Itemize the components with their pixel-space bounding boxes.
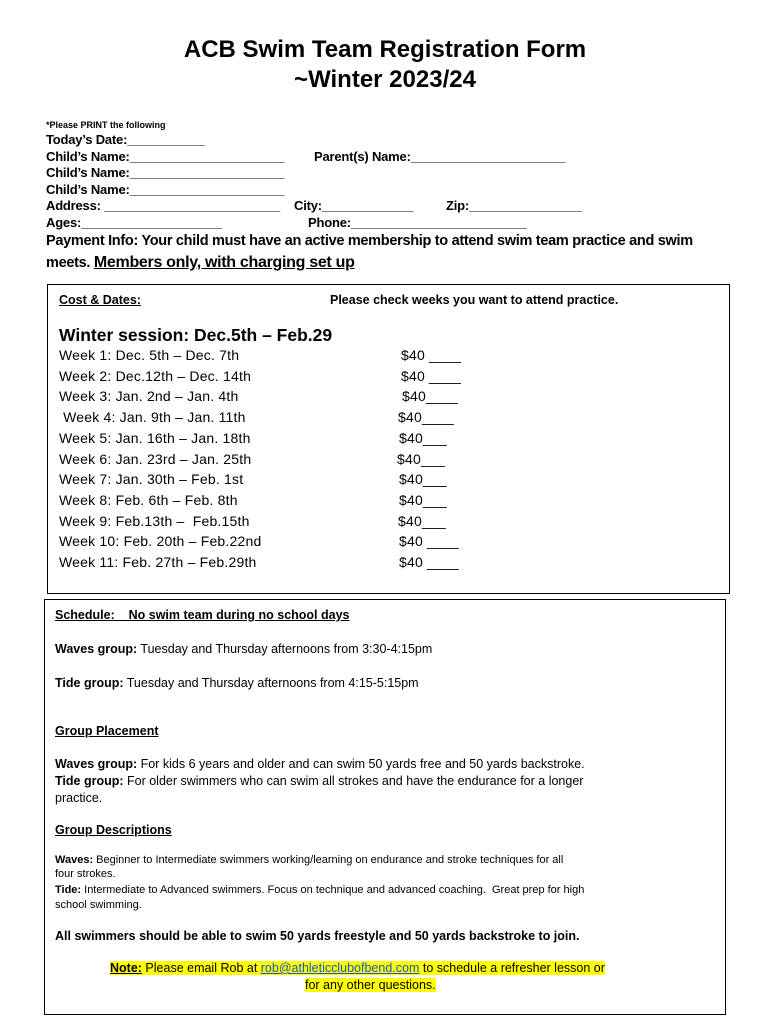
note-line-2 [305, 978, 436, 992]
child-name-field-2[interactable]: Child’s Name:______________________ [46, 165, 285, 180]
note-line [110, 961, 605, 975]
desc-tide-label: Tide: [55, 884, 82, 896]
week-price-checkbox[interactable]: $40 ____ [401, 367, 461, 384]
requirement-text: All swimmers should be able to swim 50 yards freestyle and 50 yards backstroke to join. [55, 929, 580, 943]
week-price-checkbox[interactable]: $40___ [399, 491, 447, 508]
city-field[interactable]: City:_____________ [294, 198, 414, 213]
email-link[interactable]: rob@athleticclubofbend.com [260, 961, 420, 975]
form-subtitle: ~Winter 2023/24 [294, 66, 476, 93]
tide-schedule-label: Tide group: [55, 676, 124, 690]
placement-waves-label: Waves group: [55, 757, 138, 771]
week-price-checkbox[interactable]: $40___ [399, 471, 447, 488]
payment-info [46, 231, 736, 274]
address-field[interactable]: Address: _________________________ [46, 198, 280, 213]
tide-schedule [55, 676, 419, 690]
placement-waves-text: For kids 6 years and older and can swim 50 yards free and 50 yards backstroke. [137, 757, 585, 771]
note-text: Please email Rob at [141, 961, 261, 975]
members-only-text: Members only, with charging set up [93, 254, 355, 271]
zip-field[interactable]: Zip:________________ [446, 198, 582, 213]
desc-waves-cont: four strokes. [55, 868, 116, 880]
desc-tide [55, 884, 584, 896]
week-label: Week 4: Jan. 9th – Jan. 11th [59, 409, 246, 426]
desc-waves-label: Waves: [55, 854, 94, 866]
week-label: Week 8: Feb. 6th – Feb. 8th [59, 491, 238, 508]
child-name-field-3[interactable]: Child’s Name:______________________ [46, 182, 285, 197]
child-name-field-1[interactable]: Child’s Name:______________________ [46, 149, 285, 164]
note-highlight [110, 961, 605, 975]
note-label: Note: [110, 961, 142, 975]
week-label: Week 7: Jan. 30th – Feb. 1st [59, 471, 244, 488]
cost-dates-box [47, 284, 730, 594]
phone-field[interactable]: Phone:_________________________ [308, 215, 527, 230]
desc-waves [55, 854, 563, 866]
note-text-2: to schedule a refresher lesson or [419, 961, 605, 975]
week-price-checkbox[interactable]: $40___ [399, 429, 447, 446]
waves-schedule-text: Tuesday and Thursday afternoons from 3:30-4:15pm [137, 642, 433, 656]
waves-schedule-label: Waves group: [55, 642, 138, 656]
week-label: Week 1: Dec. 5th – Dec. 7th [59, 347, 240, 363]
week-price-checkbox[interactable]: $40 ____ [399, 554, 459, 570]
week-label: Week 2: Dec.12th – Dec. 14th [59, 367, 252, 384]
payment-text: Payment Info: Your child must have an active membership to attend swim team practice and swim meets. [46, 233, 693, 271]
cost-dates-label: Cost & Dates: [59, 293, 141, 307]
desc-waves-text: Beginner to Intermediate swimmers working/learning on endurance and stroke techniques for all [93, 854, 564, 866]
week-price-checkbox[interactable]: $40____ [402, 388, 458, 405]
week-price-checkbox[interactable]: $40____ [398, 409, 454, 426]
check-weeks-instruction: Please check weeks you want to attend practice. [330, 293, 619, 307]
tide-schedule-text: Tuesday and Thursday afternoons from 4:15-5:15pm [123, 676, 419, 690]
desc-tide-cont: school swimming. [55, 899, 142, 911]
group-descriptions-heading: Group Descriptions [55, 823, 172, 837]
desc-tide-text: Intermediate to Advanced swimmers. Focus on technique and advanced coaching. Great prep for high [81, 884, 585, 896]
week-label: Week 6: Jan. 23rd – Jan. 25th [59, 450, 252, 467]
form-title: ACB Swim Team Registration Form [183, 36, 587, 63]
placement-tide-label: Tide group: [55, 774, 124, 788]
week-price-checkbox[interactable]: $40___ [398, 512, 446, 529]
week-price-checkbox[interactable]: $40 ____ [401, 347, 461, 363]
week-label: Week 10: Feb. 20th – Feb.22nd [59, 533, 262, 550]
placement-waves [55, 757, 585, 771]
placement-tide-text: For older swimmers who can swim all strokes and have the endurance for a longer [123, 774, 584, 788]
waves-schedule [55, 642, 432, 656]
note-text-3: for any other questions. [305, 978, 436, 992]
session-title: Winter session: Dec.5th – Feb.29 [59, 325, 333, 345]
week-price-checkbox[interactable]: $40___ [397, 450, 445, 467]
week-label: Week 5: Jan. 16th – Jan. 18th [59, 429, 251, 446]
group-placement-heading: Group Placement [55, 724, 159, 738]
todays-date-field[interactable]: Today’s Date:___________ [46, 132, 205, 147]
schedule-box [44, 599, 726, 1015]
week-label: Week 9: Feb.13th – Feb.15th [59, 512, 250, 529]
placement-tide-cont: practice. [55, 791, 103, 805]
week-price-checkbox[interactable]: $40 ____ [399, 533, 459, 550]
schedule-heading: Schedule: No swim team during no school days [55, 608, 350, 622]
print-note: *Please PRINT the following [46, 120, 166, 130]
placement-tide [55, 774, 583, 788]
week-label: Week 11: Feb. 27th – Feb.29th [59, 554, 257, 570]
week-label: Week 3: Jan. 2nd – Jan. 4th [59, 388, 239, 405]
ages-field[interactable]: Ages:____________________ [46, 215, 222, 230]
parent-name-field[interactable]: Parent(s) Name:______________________ [314, 149, 566, 164]
